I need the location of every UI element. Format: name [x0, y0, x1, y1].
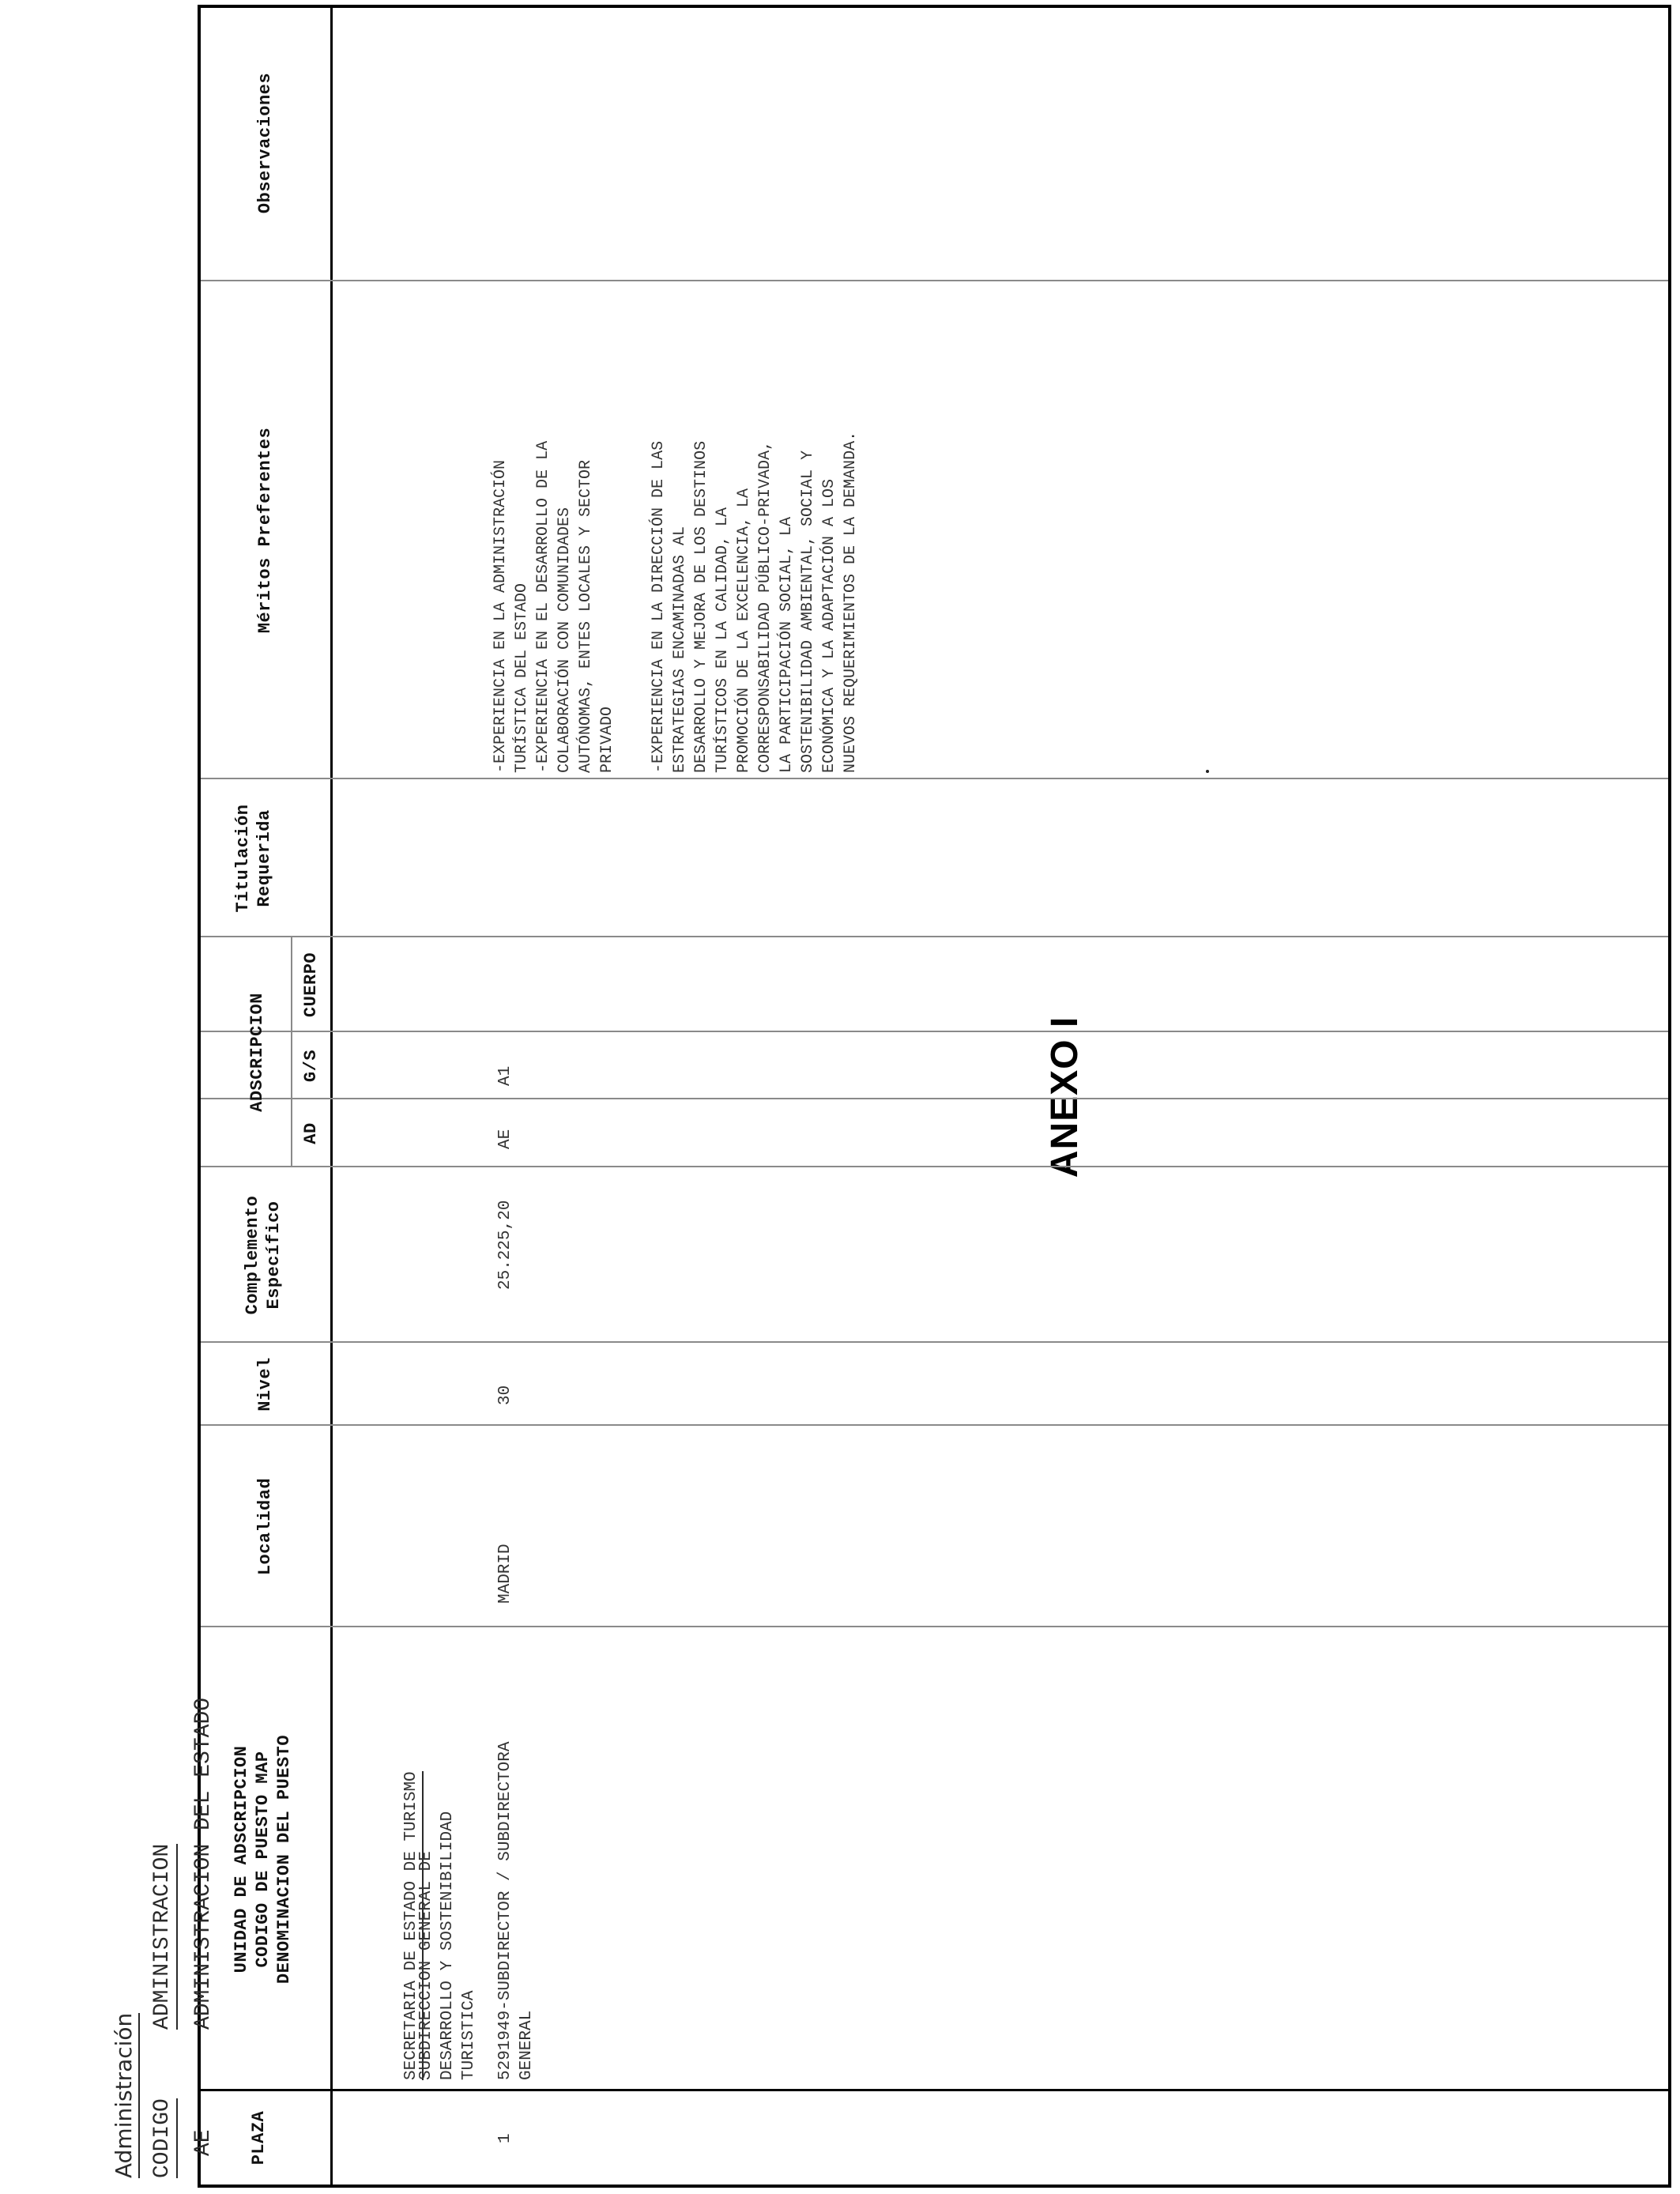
header-unidad: UNIDAD DE ADSCRIPCION CODIGO DE PUESTO MAP DENOMINACION DEL PUESTO	[232, 1734, 294, 1985]
col-divider	[201, 1166, 1668, 1167]
cell-nivel: 30	[496, 1385, 514, 1405]
col-divider	[201, 1031, 1668, 1032]
col-divider	[201, 1341, 1668, 1343]
cell-plaza: 1	[496, 2133, 514, 2143]
header-titulacion: Titulación Requerida	[233, 804, 274, 913]
cell-meritos-1: -EXPERIENCIA EN LA ADMINISTRACIÓN TURÍSTICA DEL ESTADO	[492, 459, 531, 773]
cell-subdireccion: SUBDIRECCION GENERAL DE DESARROLLO Y SOSTENIBILIDAD TURISTICA	[417, 1811, 478, 2080]
legend-col-codigo-text: CODIGO	[150, 2098, 178, 2178]
cell-ad: AE	[496, 1129, 514, 1149]
positions-table	[198, 5, 1671, 2188]
header-plaza: PLAZA	[249, 2110, 269, 2166]
legend-col-admin-text: ADMINISTRACION	[150, 1844, 178, 2030]
header-complemento: Complemento Específico	[243, 1195, 284, 1315]
header-divider	[330, 8, 333, 2185]
legend-col-codigo	[150, 2098, 175, 2178]
col-divider	[201, 2089, 1668, 2091]
header-adscripcion: ADSCRIPCION	[247, 993, 267, 1112]
col-divider	[201, 1626, 1668, 1627]
header-ad: AD	[301, 1122, 321, 1144]
header-meritos: Méritos Preferentes	[255, 427, 275, 634]
adscripcion-subdivider	[291, 937, 292, 1167]
col-divider	[201, 778, 1668, 779]
secretaria-label: SECRETARIA DE ESTADO DE TURISMO	[402, 1771, 424, 2080]
col-divider	[201, 280, 1668, 281]
cell-meritos-2: -EXPERIENCIA EN EL DESARROLLO DE LA COLABORACIÓN CON COMUNIDADES AUTÓNOMAS, ENTES LOCALES Y SECTOR PRIVADO	[534, 440, 616, 773]
page-title: ANEXO I	[1043, 1016, 1086, 1178]
header-observaciones: Observaciones	[255, 72, 275, 214]
legend-heading-text: Administración	[111, 2013, 140, 2178]
cell-meritos-3: -EXPERIENCIA EN LA DIRECCIÓN DE LAS ESTRATEGIAS ENCAMINADAS AL DESARROLLO Y MEJORA DE LOS DESTINOS TURÍSTICOS EN LA CALIDAD, LA PROMOCIÓN DE LA EXCELENCIA, LA CORRESPONSABILIDAD PÚBLICO-PRIVADA, LA PARTICIPACIÓN SOCIAL, LA SOSTENIBILIDAD AMBIENTAL, SOCIAL Y ECONÓMICA Y LA ADAPTACIÓN A LOS NUEVOS REQUERIMIENTOS DE LA DEMANDA.	[650, 431, 860, 773]
col-divider	[201, 1424, 1668, 1426]
header-gs: G/S	[301, 1049, 321, 1083]
legend-col-admin	[150, 1844, 175, 2030]
cell-localidad: MADRID	[496, 1544, 514, 1604]
administration-legend	[24, 1002, 216, 2188]
legend-admin-value: ADMINISTRACION DEL ESTADO	[191, 1697, 216, 2030]
cell-gs: A1	[496, 1065, 514, 1086]
legend-codigo-value: AE	[191, 2129, 216, 2156]
legend-heading	[111, 2013, 137, 2178]
stray-dot	[1206, 770, 1209, 773]
col-divider	[201, 1098, 1668, 1099]
cell-puesto: 5291949-SUBDIRECTOR / SUBDIRECTORA GENERAL	[496, 1741, 536, 2080]
col-divider	[201, 936, 1668, 937]
header-nivel: Nivel	[255, 1357, 275, 1412]
cell-complemento: 25.225,20	[496, 1200, 514, 1290]
header-localidad: Localidad	[255, 1477, 275, 1576]
header-cuerpo: CUERPO	[301, 952, 321, 1018]
